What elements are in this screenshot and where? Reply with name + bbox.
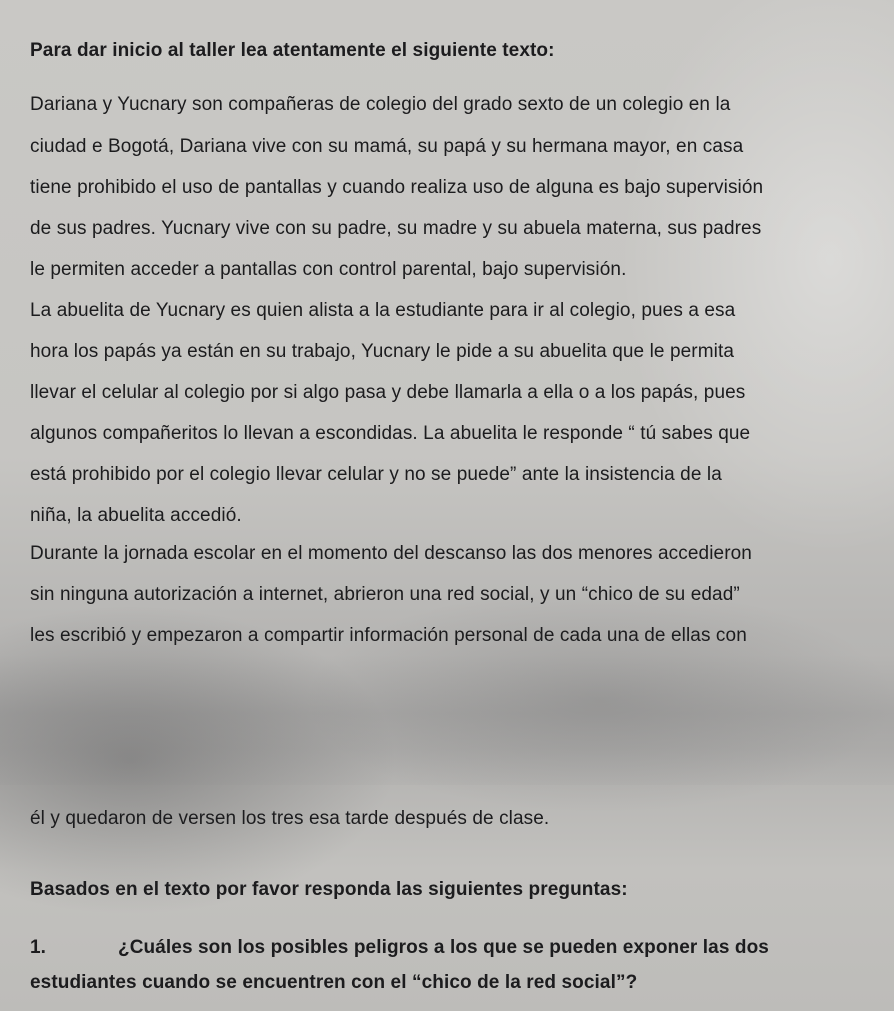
paragraph-line: La abuelita de Yucnary es quien alista a la estudiante para ir al colegio, pues a esa: [30, 300, 736, 321]
paragraph-line: Durante la jornada escolar en el momento del descanso las dos menores accedieron: [30, 543, 752, 564]
paragraph-line: está prohibido por el colegio llevar celular y no se puede” ante la insistencia de la: [30, 464, 722, 485]
page-heading: Para dar inicio al taller lea atentamente el siguiente texto:: [30, 40, 555, 61]
question-1: [30, 935, 769, 961]
question-text-line1: ¿Cuáles son los posibles peligros a los que se pueden exponer las dos: [118, 937, 769, 958]
paragraph-line: ciudad e Bogotá, Dariana vive con su mamá, su papá y su hermana mayor, en casa: [30, 136, 744, 157]
paragraph-line: sin ninguna autorización a internet, abrieron una red social, y un “chico de su edad”: [30, 584, 740, 605]
paper-fold-shadow: [0, 655, 894, 785]
instruction-text: Basados en el texto por favor responda las siguientes preguntas:: [30, 879, 628, 900]
paragraph-line: hora los papás ya están en su trabajo, Yucnary le pide a su abuelita que le permita: [30, 341, 735, 362]
paragraph-line: de sus padres. Yucnary vive con su padre, su madre y su abuela materna, sus padres: [30, 218, 762, 239]
paragraph-line: niña, la abuelita accedió.: [30, 505, 242, 526]
question-text-line2: estudiantes cuando se encuentren con el “chico de la red social”?: [30, 972, 638, 993]
paragraph-line: él y quedaron de versen los tres esa tarde después de clase.: [30, 808, 550, 829]
paragraph-line: llevar el celular al colegio por si algo pasa y debe llamarla a ella o a los papás, pues: [30, 382, 746, 403]
paragraph-line: les escribió y empezaron a compartir información personal de cada una de ellas con: [30, 625, 747, 646]
paragraph-line: tiene prohibido el uso de pantallas y cuando realiza uso de alguna es bajo supervisión: [30, 177, 764, 198]
paragraph-line: Dariana y Yucnary son compañeras de colegio del grado sexto de un colegio en la: [30, 94, 731, 115]
paragraph-line: le permiten acceder a pantallas con control parental, bajo supervisión.: [30, 259, 627, 280]
paragraph-line: algunos compañeritos lo llevan a escondidas. La abuelita le responde “ tú sabes que: [30, 423, 751, 444]
question-number: 1.: [30, 937, 47, 958]
